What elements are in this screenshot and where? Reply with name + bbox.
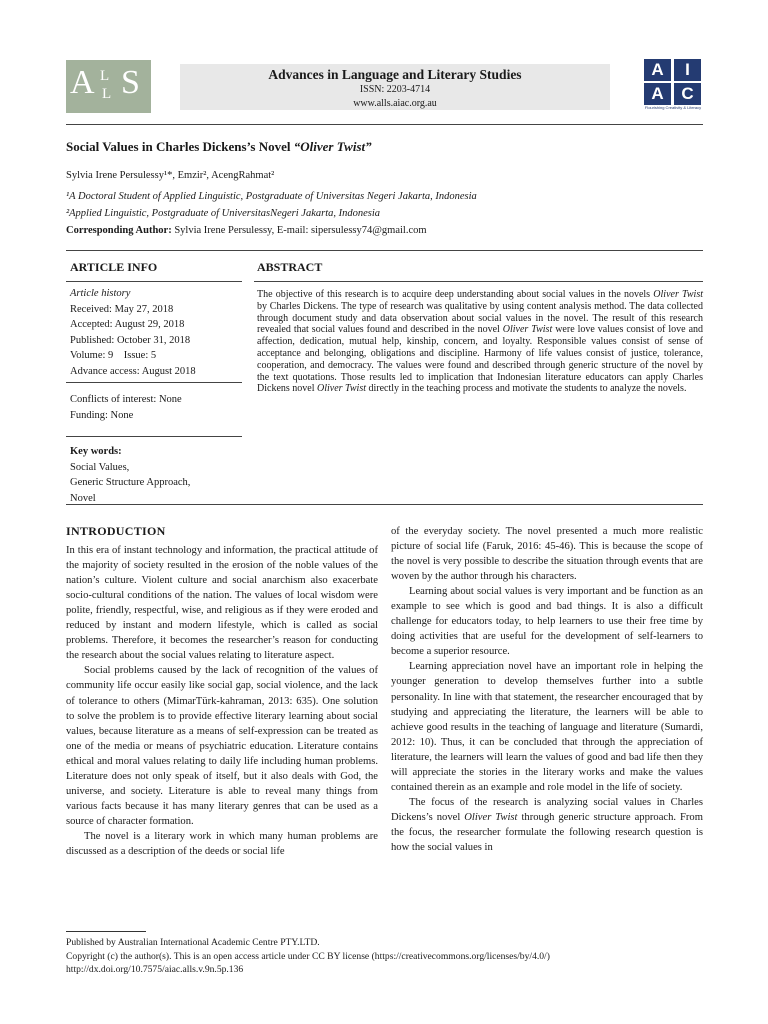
article-history xyxy=(70,286,196,379)
published-date: Published: October 31, 2018 xyxy=(70,334,191,346)
abstract-part: The objective of this research is to acquire deep understanding about social values in the novels xyxy=(257,289,654,300)
info-top-divider xyxy=(66,250,703,251)
aiac-logo-a: A xyxy=(644,59,671,81)
author-list: Sylvia Irene Persulessy¹*, Emzir², AcengRahmat² xyxy=(66,170,275,181)
keyword-item: Generic Structure Approach, xyxy=(70,477,191,488)
paper-title xyxy=(66,139,372,155)
logo-letter-l1: L xyxy=(100,68,110,84)
journal-header-band xyxy=(180,64,610,110)
logo-letter-a: A xyxy=(70,64,95,101)
paper-title-italic: “Oliver Twist” xyxy=(293,139,372,154)
novel-title-italic: Oliver Twist xyxy=(502,324,553,336)
history-divider xyxy=(66,382,242,383)
publisher-line: Published by Australian International Academic Centre PTY.LTD. xyxy=(66,937,320,948)
aiac-logo-tagline: Flourishing Creativity & Literacy xyxy=(644,105,702,110)
funding: Funding: None xyxy=(70,409,134,421)
license-line: Copyright (c) the author(s). This is an open access article under CC BY license (https://creativecommons.org/licenses/by/4.0/) xyxy=(66,950,550,962)
abstract-divider xyxy=(254,281,703,282)
volume-issue: Volume: 9 Issue: 5 xyxy=(70,350,157,361)
body-paragraph: The novel is a literary work in which many human problems are discussed as a description of the deeds or social life xyxy=(66,830,378,857)
logo-letter-l2: L xyxy=(102,86,112,102)
footnote-rule xyxy=(66,931,146,932)
header-divider xyxy=(66,124,703,125)
body-paragraph: Learning appreciation novel have an important role in helping the younger generation to develop themselves further into a subtle personality. In line with that statement, the researcher encouraged that by studying and appreciating the literature, the learners will be able to achieve good results in the teaching of language and literature (Sumardi, 2012: 10). Thus, it can be concluded that through the appreciation of literature, the learners will learn the values of good and bad life then they will appreciate the stories in the literary works and make the values contained therein as an example and role model in the life of society. xyxy=(391,661,703,793)
journal-title: Advances in Language and Literary Studies xyxy=(268,67,522,82)
history-label: Article history xyxy=(70,288,131,299)
abstract-heading: ABSTRACT xyxy=(257,260,323,274)
body-text-part: through generic structure approach. From the focus, the researcher formulate the following research question is how the social values in xyxy=(391,811,703,853)
doi-line: http://dx.doi.org/10.7575/aiac.alls.v.9n.5p.136 xyxy=(66,964,244,975)
body-paragraph: Social problems caused by the lack of recognition of the values of community life occur easily like social gap, social violence, and the lack of tolerance to others (MimarTürk-kahraman, 2013: 635). One solution to solve the problem is to provide effective literary learning about social values, because literature as a means of self-expression can be treated as one of the media or means of psychiatric education. Literature contains ethical and moral values relating to daily life including human problems. Literature does not only speak of itself, but it also deals with God, the universe, and society. Literature is able to reveal many things from various facts because it has many literary genres that can be used as a source of character formation. xyxy=(66,665,378,827)
journal-issn: ISSN: 2203-4714 xyxy=(359,84,431,95)
introduction-heading: INTRODUCTION xyxy=(66,524,166,538)
body-column-left xyxy=(66,524,378,859)
corresponding-label: Corresponding Author: xyxy=(66,225,172,236)
keywords xyxy=(70,444,190,506)
aiac-logo-c: C xyxy=(674,83,701,105)
logo-letter-s: S xyxy=(121,64,140,101)
novel-title-italic: Oliver Twist xyxy=(653,289,703,300)
novel-title-italic: Oliver Twist xyxy=(464,811,518,823)
affiliation-1: ¹A Doctoral Student of Applied Linguistic, Postgraduate of Universitas Negeri Jakarta, Indonesia xyxy=(66,191,477,202)
aiac-logo xyxy=(642,57,704,113)
advance-access: Advance access: August 2018 xyxy=(70,365,196,377)
abstract-part: were love values consist of love and affection, dedication, mutual help, kinship, concern, and loyalty. Responsible values consist of sense of acceptance and belonging, obligations and discipline. Harmony of life values consist of justice, tolerance, cooperation, and democracy. The values were found and described through generic structure of the novel by the text quotations. Those results led to implication that Indonesian literature educators can apply Charles Dickens novel xyxy=(257,324,704,395)
body-paragraph: of the everyday society. The novel presented a much more realistic picture of social life (Faruk, 2016: 45-46). This is because the scope of the novel is very possible to describe the situation through events that are woven by the author through his characters. xyxy=(391,526,703,583)
corresponding-author xyxy=(66,225,427,236)
body-column-right xyxy=(391,524,703,855)
body-paragraph: Learning about social values is very important and be function as an example to see which is good and bad things. It is also a difficult challenge for educators today, to help learners to use their free time by doing activities that are useful for the development of self-learners to become a superior resource. xyxy=(391,586,703,658)
article-info-divider xyxy=(66,281,242,282)
publisher-footer xyxy=(66,936,550,977)
body-top-divider xyxy=(66,504,703,505)
abstract-text xyxy=(257,289,703,395)
body-paragraph xyxy=(391,795,703,855)
paper-title-main: Social Values in Charles Dickens’s Novel xyxy=(66,139,294,154)
keyword-item: Novel xyxy=(70,492,96,504)
aiac-logo-i: I xyxy=(674,59,701,81)
declarations xyxy=(70,392,182,423)
journal-logo-left xyxy=(66,60,151,113)
abstract-part: by Charles Dickens. The type of research was qualitative by using content analysis method. The data collected through document study and data observation about social values in the novel. The result of this research revealed that social values found and described in the novel xyxy=(257,300,703,336)
affiliation-2: ²Applied Linguistic, Postgraduate of UniversitasNegeri Jakarta, Indonesia xyxy=(66,208,381,219)
keywords-label: Key words: xyxy=(70,446,122,457)
article-info-heading: ARTICLE INFO xyxy=(70,260,158,274)
received-date: Received: May 27, 2018 xyxy=(70,303,174,315)
novel-title-italic: Oliver Twist xyxy=(317,383,366,395)
conflicts-of-interest: Conflicts of interest: None xyxy=(70,394,182,405)
accepted-date: Accepted: August 29, 2018 xyxy=(70,319,185,330)
journal-website: www.alls.aiac.org.au xyxy=(353,98,437,109)
declarations-divider xyxy=(66,436,242,437)
body-paragraph: In this era of instant technology and information, the practical attitude of the majority of society resulted in the erosion of the noble values of the nation’s culture. Violent culture and social anarchism also exacerbate socio-cultural conditions of the nation. The values of local wisdom were polite, friendly, respectful, wise, and religious as if they were eroded and reduced by instant and modern lifestyle, which is called as social problems. Therefore, it becomes the researcher’s reason for conducting the research about the social values relating to literature aspect. xyxy=(66,545,378,662)
abstract-part: directly in the teaching process and motivate the students to analyze the novels. xyxy=(365,383,687,395)
body-text-part: The focus of the research is analyzing social values in Charles Dickens’s novel xyxy=(391,796,703,823)
aiac-logo-a2: A xyxy=(644,83,671,105)
corresponding-text: Sylvia Irene Persulessy, E-mail: sipersulessy74@gmail.com xyxy=(171,225,427,236)
keyword-item: Social Values, xyxy=(70,461,130,473)
